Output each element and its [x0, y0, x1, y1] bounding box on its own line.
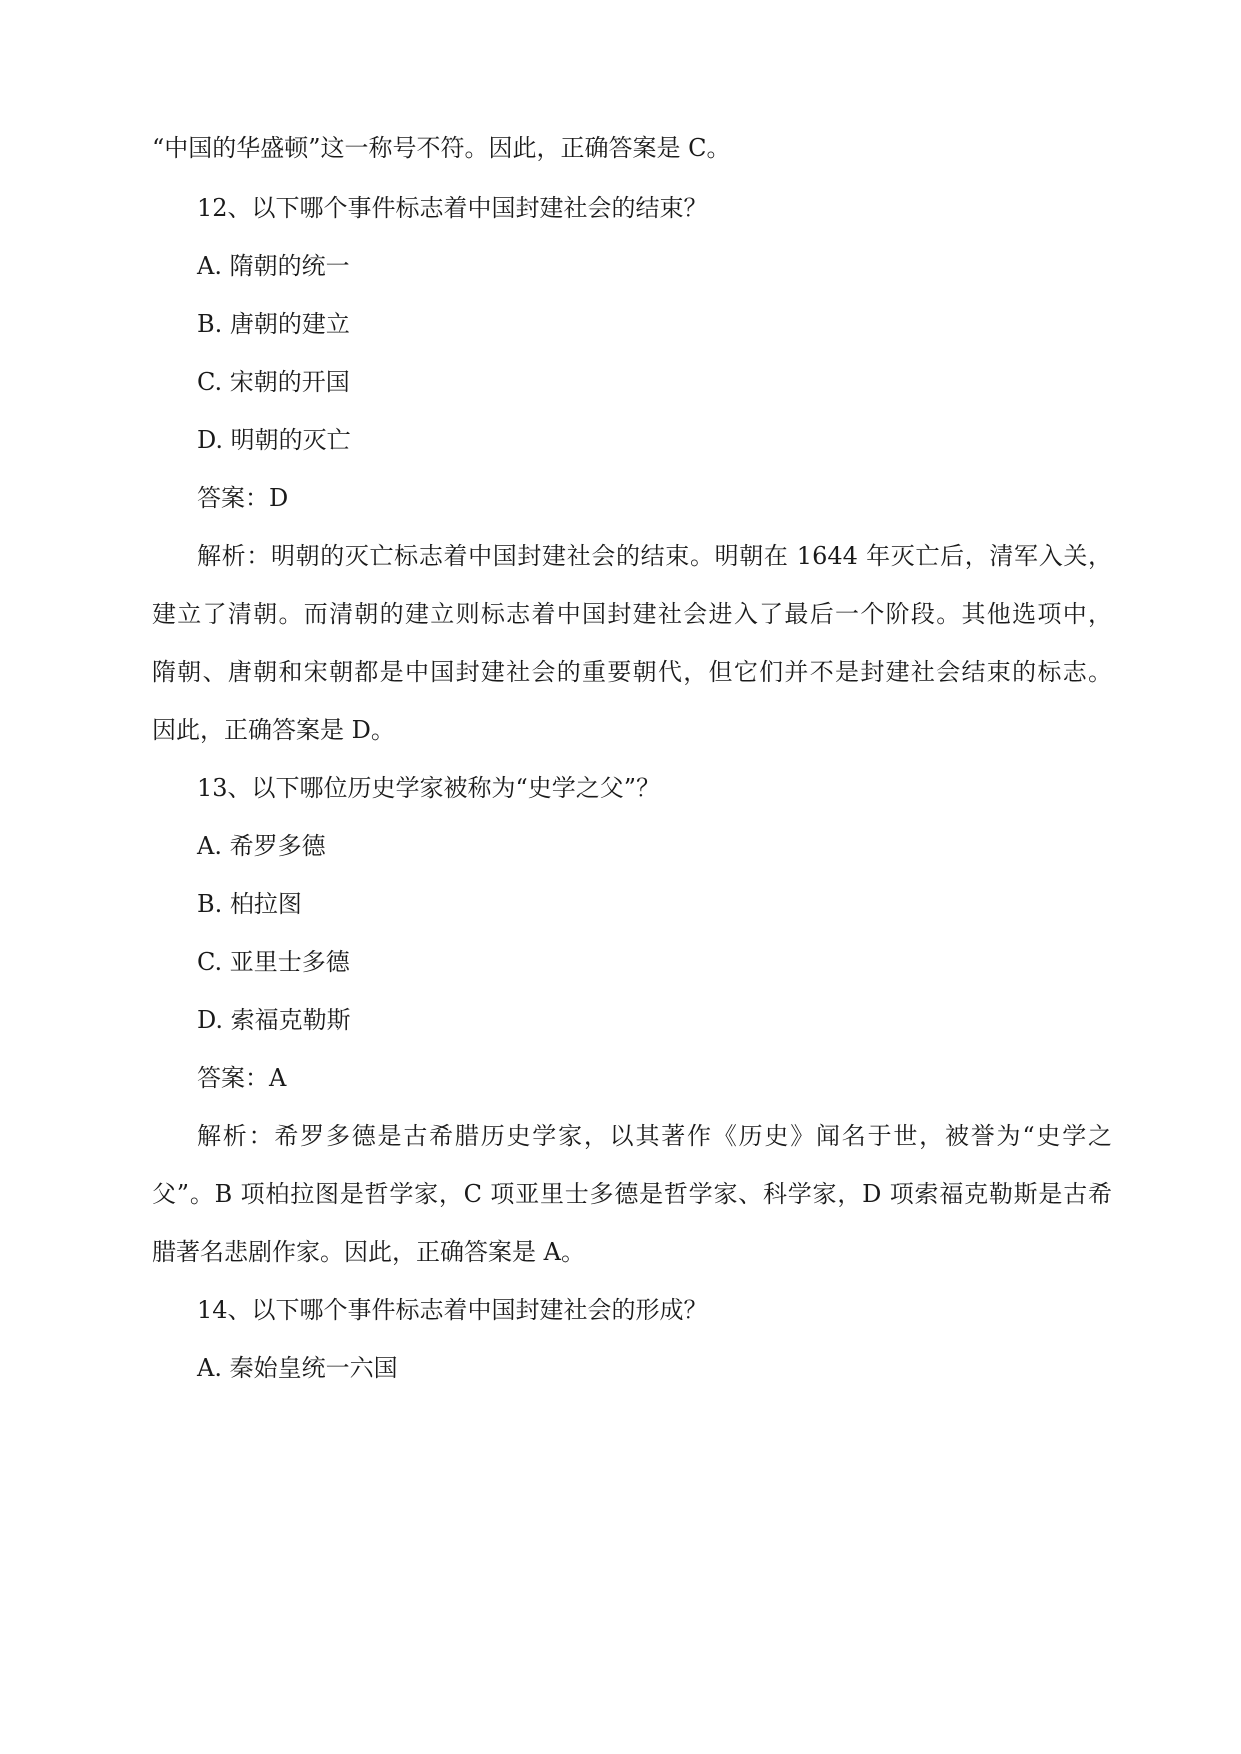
q13-option-d: D. 索福克勒斯 — [197, 1006, 351, 1034]
text-line-prev-explanation-end: “中国的华盛顿”这一称号不符。因此，正确答案是 C。 — [152, 134, 731, 162]
question-13: 13、以下哪位历史学家被称为“史学之父”？ — [197, 774, 661, 802]
q12-answer: 答案：D — [197, 484, 289, 512]
q12-explanation-line-2: 建立了清朝。而清朝的建立则标志着中国封建社会进入了最后一个阶段。其他选项中， — [152, 600, 1112, 628]
q12-explanation-line-1: 解析：明朝的灭亡标志着中国封建社会的结束。明朝在 1644 年灭亡后，清军入关， — [197, 542, 1112, 570]
q12-option-c: C. 宋朝的开国 — [197, 368, 350, 396]
q13-option-c: C. 亚里士多德 — [197, 948, 350, 976]
q12-explanation-line-4: 因此，正确答案是 D。 — [152, 716, 395, 744]
q12-option-b: B. 唐朝的建立 — [197, 310, 350, 338]
q13-explanation-line-1: 解析：希罗多德是古希腊历史学家，以其著作《历史》闻名于世，被誉为“史学之 — [197, 1122, 1112, 1150]
q12-option-a: A. 隋朝的统一 — [197, 252, 350, 280]
q13-explanation-line-2: 父”。B 项柏拉图是哲学家，C 项亚里士多德是哲学家、科学家，D 项索福克勒斯是古希 — [152, 1180, 1112, 1208]
q12-explanation-line-3: 隋朝、唐朝和宋朝都是中国封建社会的重要朝代，但它们并不是封建社会结束的标志。 — [152, 658, 1112, 686]
question-14: 14、以下哪个事件标志着中国封建社会的形成？ — [197, 1296, 708, 1324]
question-12: 12、以下哪个事件标志着中国封建社会的结束？ — [197, 194, 708, 222]
q12-option-d: D. 明朝的灭亡 — [197, 426, 351, 454]
q14-option-a: A. 秦始皇统一六国 — [197, 1354, 398, 1382]
q13-option-b: B. 柏拉图 — [197, 890, 302, 918]
q13-option-a: A. 希罗多德 — [197, 832, 326, 860]
q13-answer: 答案：A — [197, 1064, 287, 1092]
q13-explanation-line-3: 腊著名悲剧作家。因此，正确答案是 A。 — [152, 1238, 585, 1266]
